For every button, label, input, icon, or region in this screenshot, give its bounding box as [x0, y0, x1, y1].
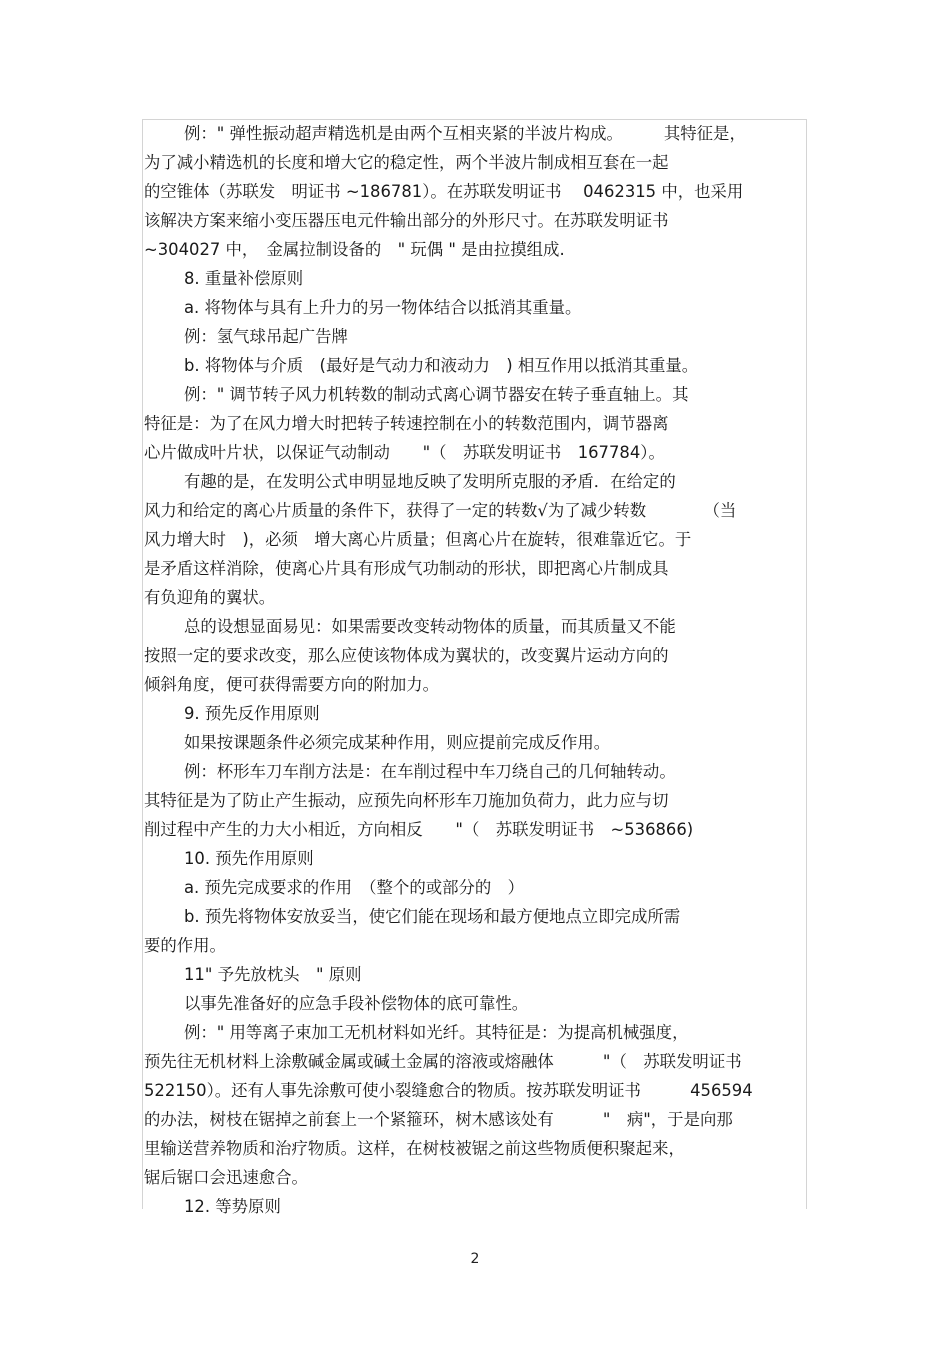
text-line: 里输送营养物质和治疗物质。这样，在树枝被锯之前这些物质便积聚起来， — [144, 1139, 685, 1158]
text-line: 的空锥体（苏联发 明证书 ~186781）。在苏联发明证书 0462315 中，也采用 — [144, 182, 744, 201]
text-line: 倾斜角度，便可获得需要方向的附加力。 — [144, 675, 440, 694]
text-line: 特征是：为了在风力增大时把转子转速控制在小的转数范围内，调节器离 — [144, 414, 669, 433]
text-line: 风力和给定的离心片质量的条件下，获得了一定的转数√为了减少转数 （当 — [144, 501, 737, 520]
text-line: 预先往无机材料上涂敷碱金属或碱土金属的溶液或熔融体 "（ 苏联发明证书 — [144, 1052, 742, 1071]
text-line: 8. 重量补偿原则 — [184, 269, 304, 288]
text-line: 要的作用。 — [144, 936, 226, 955]
page-number: 2 — [470, 1251, 480, 1267]
text-line: 风力增大时 )，必须 增大离心片质量；但离心片在旋转，很难靠近它。于 — [144, 530, 692, 549]
text-line: 削过程中产生的力大小相近，方向相反 "（ 苏联发明证书 ~536866) — [144, 820, 694, 839]
text-line: 9. 预先反作用原则 — [184, 704, 320, 723]
text-line: b. 预先将物体安放妥当，使它们能在现场和最方便地点立即完成所需 — [184, 907, 681, 926]
text-line: 为了减小精选机的长度和增大它的稳定性，两个半波片制成相互套在一起 — [144, 153, 669, 172]
text-line: a. 预先完成要求的作用 （整个的或部分的 ） — [184, 878, 525, 897]
text-line: 该解决方案来缩小变压器压电元件输出部分的外形尺寸。在苏联发明证书 — [144, 211, 669, 230]
text-line: 心片做成叶片状，以保证气动制动 "（ 苏联发明证书 167784）。 — [144, 443, 665, 462]
text-line: 例：杯形车刀车削方法是：在车削过程中车刀绕自己的几何轴转动。 — [184, 762, 676, 781]
text-line: 以事先准备好的应急手段补偿物体的底可靠性。 — [184, 994, 529, 1013]
text-line: 如果按课题条件必须完成某种作用，则应提前完成反作用。 — [184, 733, 611, 752]
text-line: 例：" 调节转子风力机转数的制动式离心调节器安在转子垂直轴上。其 — [184, 385, 689, 404]
text-line: ~304027 中， 金属拉制设备的 " 玩偶 " 是由拉摸组成. — [144, 240, 565, 259]
text-line: 10. 预先作用原则 — [184, 849, 314, 868]
text-line: 例：" 弹性振动超声精选机是由两个互相夹紧的半波片构成。 其特征是， — [184, 124, 746, 143]
text-line: 按照一定的要求改变，那么应使该物体成为翼状的，改变翼片运动方向的 — [144, 646, 669, 665]
text-line: 522150）。还有人事先涂敷可使小裂缝愈合的物质。按苏联发明证书 456594 — [144, 1081, 753, 1100]
text-line: 的办法，树枝在锯掉之前套上一个紧箍环，树木感该处有 " 病"，于是向那 — [144, 1110, 733, 1129]
text-line: 11" 予先放枕头 " 原则 — [184, 965, 362, 984]
text-line: 有趣的是，在发明公式申明显地反映了发明所克服的矛盾．在给定的 — [184, 472, 676, 491]
text-line: 锯后锯口会迅速愈合。 — [144, 1168, 308, 1187]
text-line: 有负迎角的翼状。 — [144, 588, 276, 607]
text-line: 例：" 用等离子束加工无机材料如光纤。其特征是：为提高机械强度， — [184, 1023, 689, 1042]
text-line: b. 将物体与介质 (最好是气动力和液动力 ) 相互作用以抵消其重量。 — [184, 356, 699, 375]
text-line: 其特征是为了防止产生振动，应预先向杯形车刀施加负荷力，此力应与切 — [144, 791, 669, 810]
text-line: 是矛盾这样消除，使离心片具有形成气功制动的形状，即把离心片制成具 — [144, 559, 669, 578]
text-line: 总的设想显面易见：如果需要改变转动物体的质量，而其质量又不能 — [184, 617, 676, 636]
document-body — [144, 119, 809, 1221]
text-line: a. 将物体与具有上升力的另一物体结合以抵消其重量。 — [184, 298, 582, 317]
text-line: 12. 等势原则 — [184, 1197, 281, 1216]
text-line: 例：氢气球吊起广告牌 — [184, 327, 348, 346]
